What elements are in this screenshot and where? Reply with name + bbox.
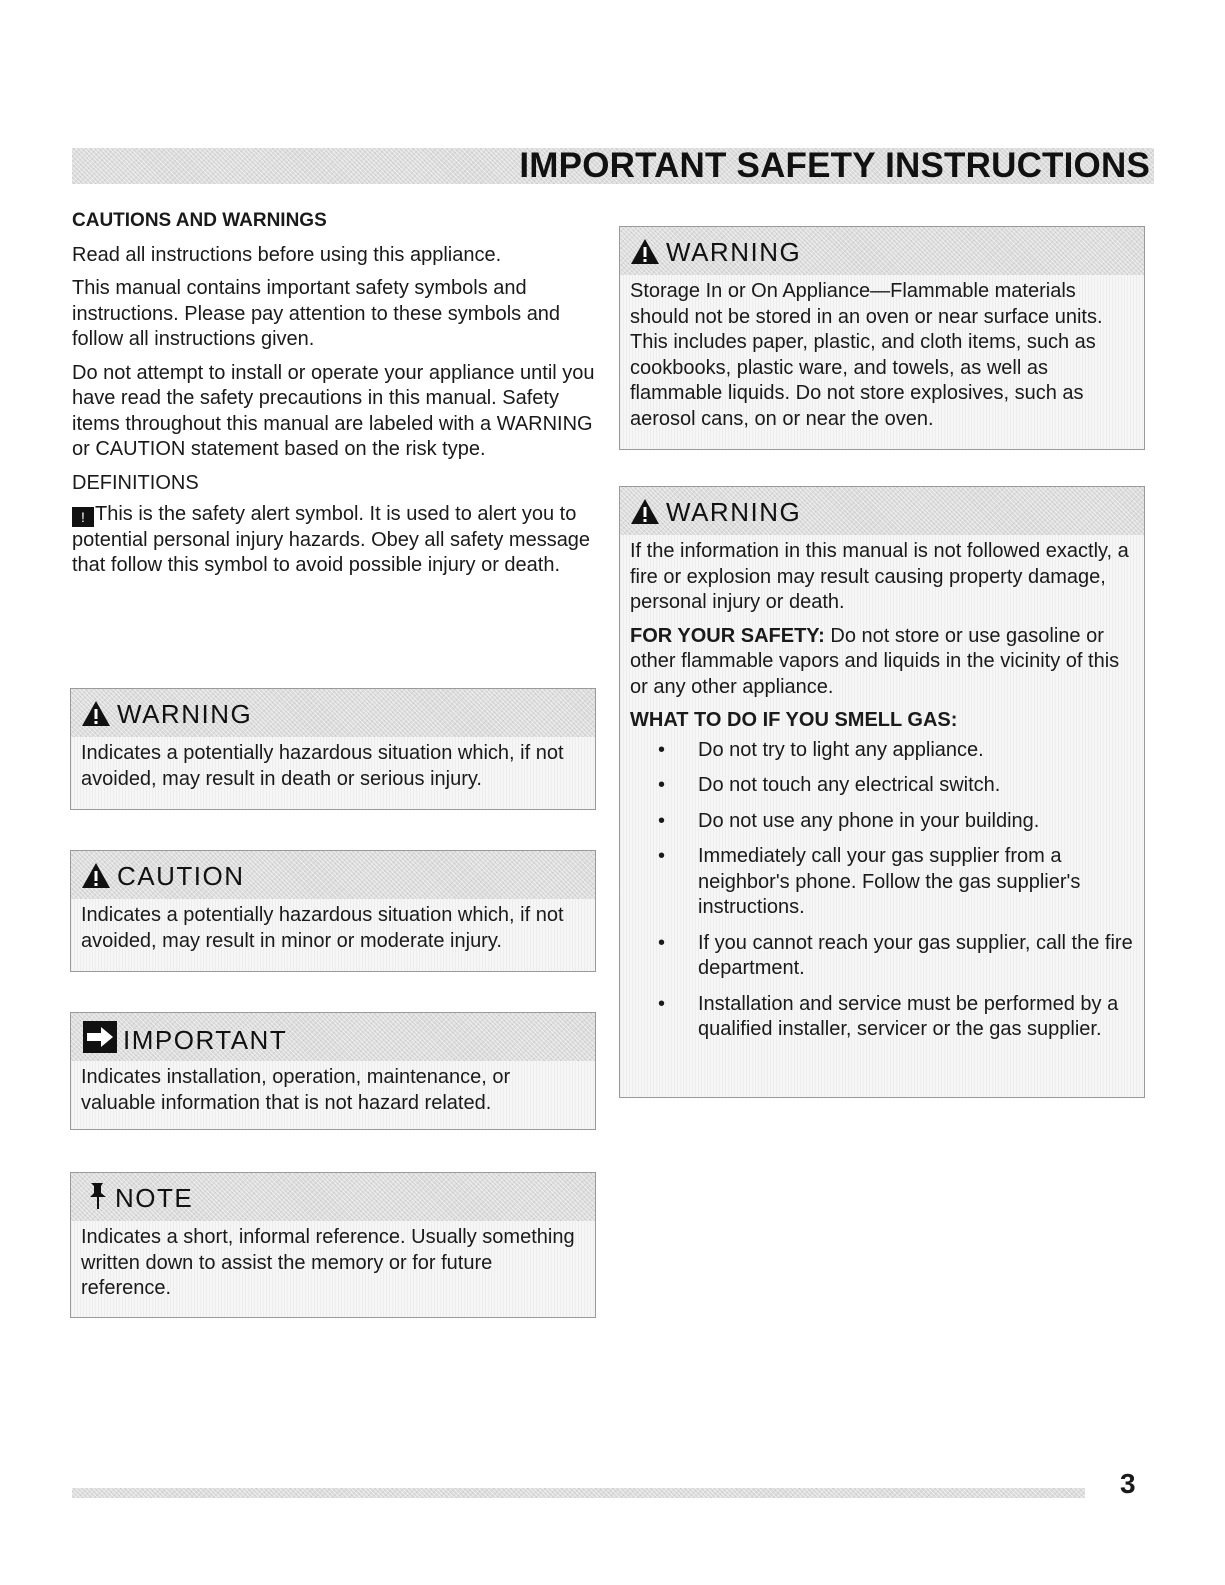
note-definition-box <box>70 1172 596 1318</box>
gas-warning-header <box>620 487 1144 535</box>
warning-label-wrap <box>81 697 252 731</box>
list-item: • Do not use any phone in your building. <box>630 809 1134 835</box>
warning-definition-text: Indicates a potentially hazardous situation which, if not avoided, may result in death or serious injury. <box>81 742 564 790</box>
alert-symbol-text: This is the safety alert symbol. It is used to alert you to potential personal injury hazards. Obey all safety message that follow this symbol to avoid possible injury or death. <box>72 503 591 576</box>
list-item: • Do not touch any electrical switch. <box>630 773 1134 799</box>
note-box-header <box>71 1173 595 1221</box>
section-title: CAUTIONS AND WARNINGS <box>72 210 327 231</box>
note-label-wrap <box>87 1181 193 1215</box>
warning-box-header <box>71 689 595 737</box>
for-your-safety-lead: FOR YOUR SAFETY: <box>630 624 825 647</box>
gas-warning-label: WARNING <box>666 497 802 527</box>
warning-triangle-icon <box>81 700 111 727</box>
caution-definition-text: Indicates a potentially hazardous situation which, if not avoided, may result in minor or moderate injury. <box>81 904 564 952</box>
storage-warning-box <box>619 226 1145 450</box>
list-item: • If you cannot reach your gas supplier, call the fire department. <box>630 931 1134 982</box>
caution-box-header <box>71 851 595 899</box>
warning-definition-box <box>70 688 596 810</box>
intro-paragraph: Read all instructions before using this appliance. <box>72 243 502 266</box>
note-definition-text: Indicates a short, informal reference. Usually something written down to assist the memory or for future reference. <box>81 1226 575 1299</box>
left-column <box>72 208 602 587</box>
gas-warning-box <box>619 486 1145 1098</box>
gas-warning-intro: If the information in this manual is not followed exactly, a fire or explosion may result causing property damage, personal injury or death. <box>630 540 1129 613</box>
caution-definition-box <box>70 850 596 972</box>
gas-warning-label-wrap <box>630 495 801 529</box>
storage-warning-label: WARNING <box>666 237 802 267</box>
caution-label: CAUTION <box>117 861 245 891</box>
title-banner <box>72 148 1154 184</box>
storage-warning-text: Storage In or On Appliance—Flammable materials should not be stored in an oven or near surface units. This includes paper, plastic, and cloth items, such as cookbooks, plastic ware, and towels, as well as flammable liquids. Do not store explosives, such as aerosol cans, on or near the oven. <box>630 280 1103 430</box>
gas-warning-body <box>620 535 1144 1061</box>
footer-rule <box>72 1488 1085 1498</box>
storage-warning-header <box>620 227 1144 275</box>
pushpin-icon <box>87 1181 109 1211</box>
smell-gas-title: WHAT TO DO IF YOU SMELL GAS: <box>630 709 958 731</box>
for-your-safety-text: Do not store or use gasoline or other flammable vapors and liquids in the vicinity of this or any other appliance. <box>630 624 1120 698</box>
for-your-safety-paragraph <box>630 624 1134 701</box>
symbols-paragraph: This manual contains important safety symbols and instructions. Please pay attention to these symbols and follow all instructions given. <box>72 277 561 350</box>
precautions-paragraph: Do not attempt to install or operate your appliance until you have read the safety precautions in this manual. Safety items throughout this manual are labeled with a WARNING or CAUTION statement based on the risk type. <box>72 361 595 460</box>
list-item: • Immediately call your gas supplier from a neighbor's phone. Follow the gas supplier's instructions. <box>630 844 1134 921</box>
list-item: • Installation and service must be performed by a qualified installer, servicer or the gas supplier. <box>630 992 1134 1043</box>
definitions-title: DEFINITIONS <box>72 471 199 494</box>
important-label-wrap <box>83 1021 287 1057</box>
smell-gas-list <box>630 738 1134 1043</box>
important-box-header <box>71 1013 595 1061</box>
important-label: IMPORTANT <box>123 1025 288 1055</box>
alert-symbol-paragraph <box>72 502 602 579</box>
important-definition-box <box>70 1012 596 1130</box>
important-definition-text: Indicates installation, operation, maintenance, or valuable information that is not hazard related. <box>81 1066 511 1114</box>
warning-triangle-icon <box>630 238 660 265</box>
page-number: 3 <box>1120 1468 1136 1499</box>
arrow-right-icon <box>83 1021 117 1053</box>
warning-label: WARNING <box>117 699 253 729</box>
warning-triangle-icon <box>630 498 660 525</box>
caution-label-wrap <box>81 859 245 893</box>
safety-alert-icon: ! <box>72 507 94 527</box>
storage-warning-label-wrap <box>630 235 801 269</box>
list-item: • Do not try to light any appliance. <box>630 738 1134 764</box>
warning-triangle-icon <box>81 862 111 889</box>
note-label: NOTE <box>115 1183 194 1213</box>
page-title: IMPORTANT SAFETY INSTRUCTIONS <box>519 146 1150 185</box>
